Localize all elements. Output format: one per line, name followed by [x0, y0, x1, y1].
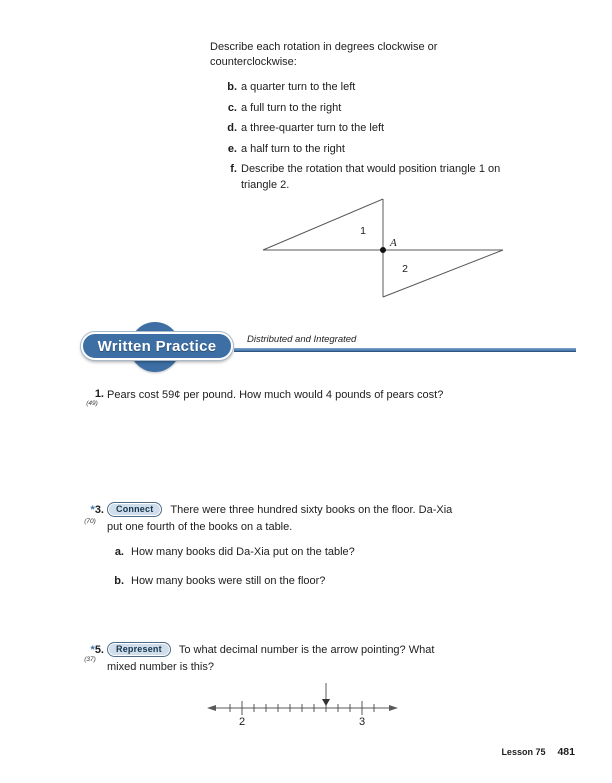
problem-1-number: 1. [94, 388, 104, 400]
right-arrowhead-icon [389, 705, 398, 711]
pointer-arrowhead-icon [322, 699, 330, 706]
connect-badge: Connect [107, 502, 162, 517]
rotation-intro-line-1: Describe each rotation in degrees clockwise or [210, 41, 438, 53]
point-A-label: A [390, 237, 397, 249]
item-letter: b. [227, 81, 237, 93]
item-text-line-1: Describe the rotation that would position triangle 1 on [241, 163, 501, 175]
rotation-intro [210, 40, 510, 70]
problem-3-subitem-b [112, 574, 325, 589]
item-text: a full turn to the right [241, 102, 342, 114]
item-text: a quarter turn to the left [241, 81, 356, 93]
problem-3-text-line-1: There were three hundred sixty books on the floor. Da-Xia [170, 504, 453, 516]
rotation-item-b [222, 79, 355, 95]
written-practice-subtitle: Distributed and Integrated [247, 334, 357, 345]
rotation-item-e [222, 141, 345, 157]
left-arrowhead-icon [207, 705, 216, 711]
number-line-figure [205, 679, 400, 727]
problem-5-text-line-1: To what decimal number is the arrow pointing? What [178, 644, 435, 656]
item-text: a half turn to the right [241, 143, 345, 155]
subitem-letter: a. [114, 546, 124, 558]
item-text [241, 161, 500, 193]
triangle1-label: 1 [360, 225, 366, 237]
rotation-item-d [222, 120, 384, 136]
rotation-item-c [222, 100, 341, 116]
problem-1-reference: (49) [86, 400, 98, 407]
footer-lesson-label: Lesson 75 [501, 747, 546, 757]
point-A-dot [380, 247, 386, 253]
written-practice-rule [234, 348, 576, 352]
written-practice-title: Written Practice [97, 337, 217, 355]
problem-number: 3. [94, 504, 104, 516]
footer-page-number: 481 [557, 746, 575, 758]
problem-3-reference: (70) [84, 518, 96, 525]
subitem-text: How many books were still on the floor? [131, 575, 326, 587]
page-footer [501, 746, 575, 758]
subitem-text: How many books did Da-Xia put on the table? [131, 546, 355, 558]
problem-5-number [78, 644, 104, 656]
triangle2-label: 2 [402, 263, 408, 275]
item-letter: c. [227, 102, 237, 114]
star-marker: * [90, 644, 95, 656]
number-line-label-3: 3 [358, 716, 366, 727]
triangle2-hypotenuse [383, 250, 503, 297]
problem-1-text: Pears cost 59¢ per pound. How much would 4 pounds of pears cost? [107, 389, 444, 401]
item-text: a three-quarter turn to the left [241, 122, 385, 134]
problem-5-line-1 [107, 643, 434, 658]
star-marker: * [90, 504, 95, 516]
rotation-item-f [222, 161, 500, 193]
item-letter: d. [227, 122, 237, 134]
problem-number: 5. [94, 644, 104, 656]
triangle-rotation-figure [255, 192, 515, 307]
problem-3-number [78, 504, 104, 516]
item-text-line-2: triangle 2. [241, 179, 290, 191]
represent-badge: Represent [107, 642, 171, 657]
written-practice-badge [81, 332, 233, 360]
problem-5-reference: (37) [84, 656, 96, 663]
rotation-intro-line-2: counterclockwise: [210, 56, 297, 68]
number-line-label-2: 2 [238, 716, 246, 727]
problem-3-text-line-2: put one fourth of the books on a table. [107, 521, 293, 533]
subitem-letter: b. [114, 575, 124, 587]
problem-5-text-line-2: mixed number is this? [107, 661, 214, 673]
item-letter: e. [227, 143, 237, 155]
item-letter: f. [230, 163, 237, 175]
problem-3-subitem-a [112, 545, 355, 560]
problem-3-line-1 [107, 503, 452, 518]
